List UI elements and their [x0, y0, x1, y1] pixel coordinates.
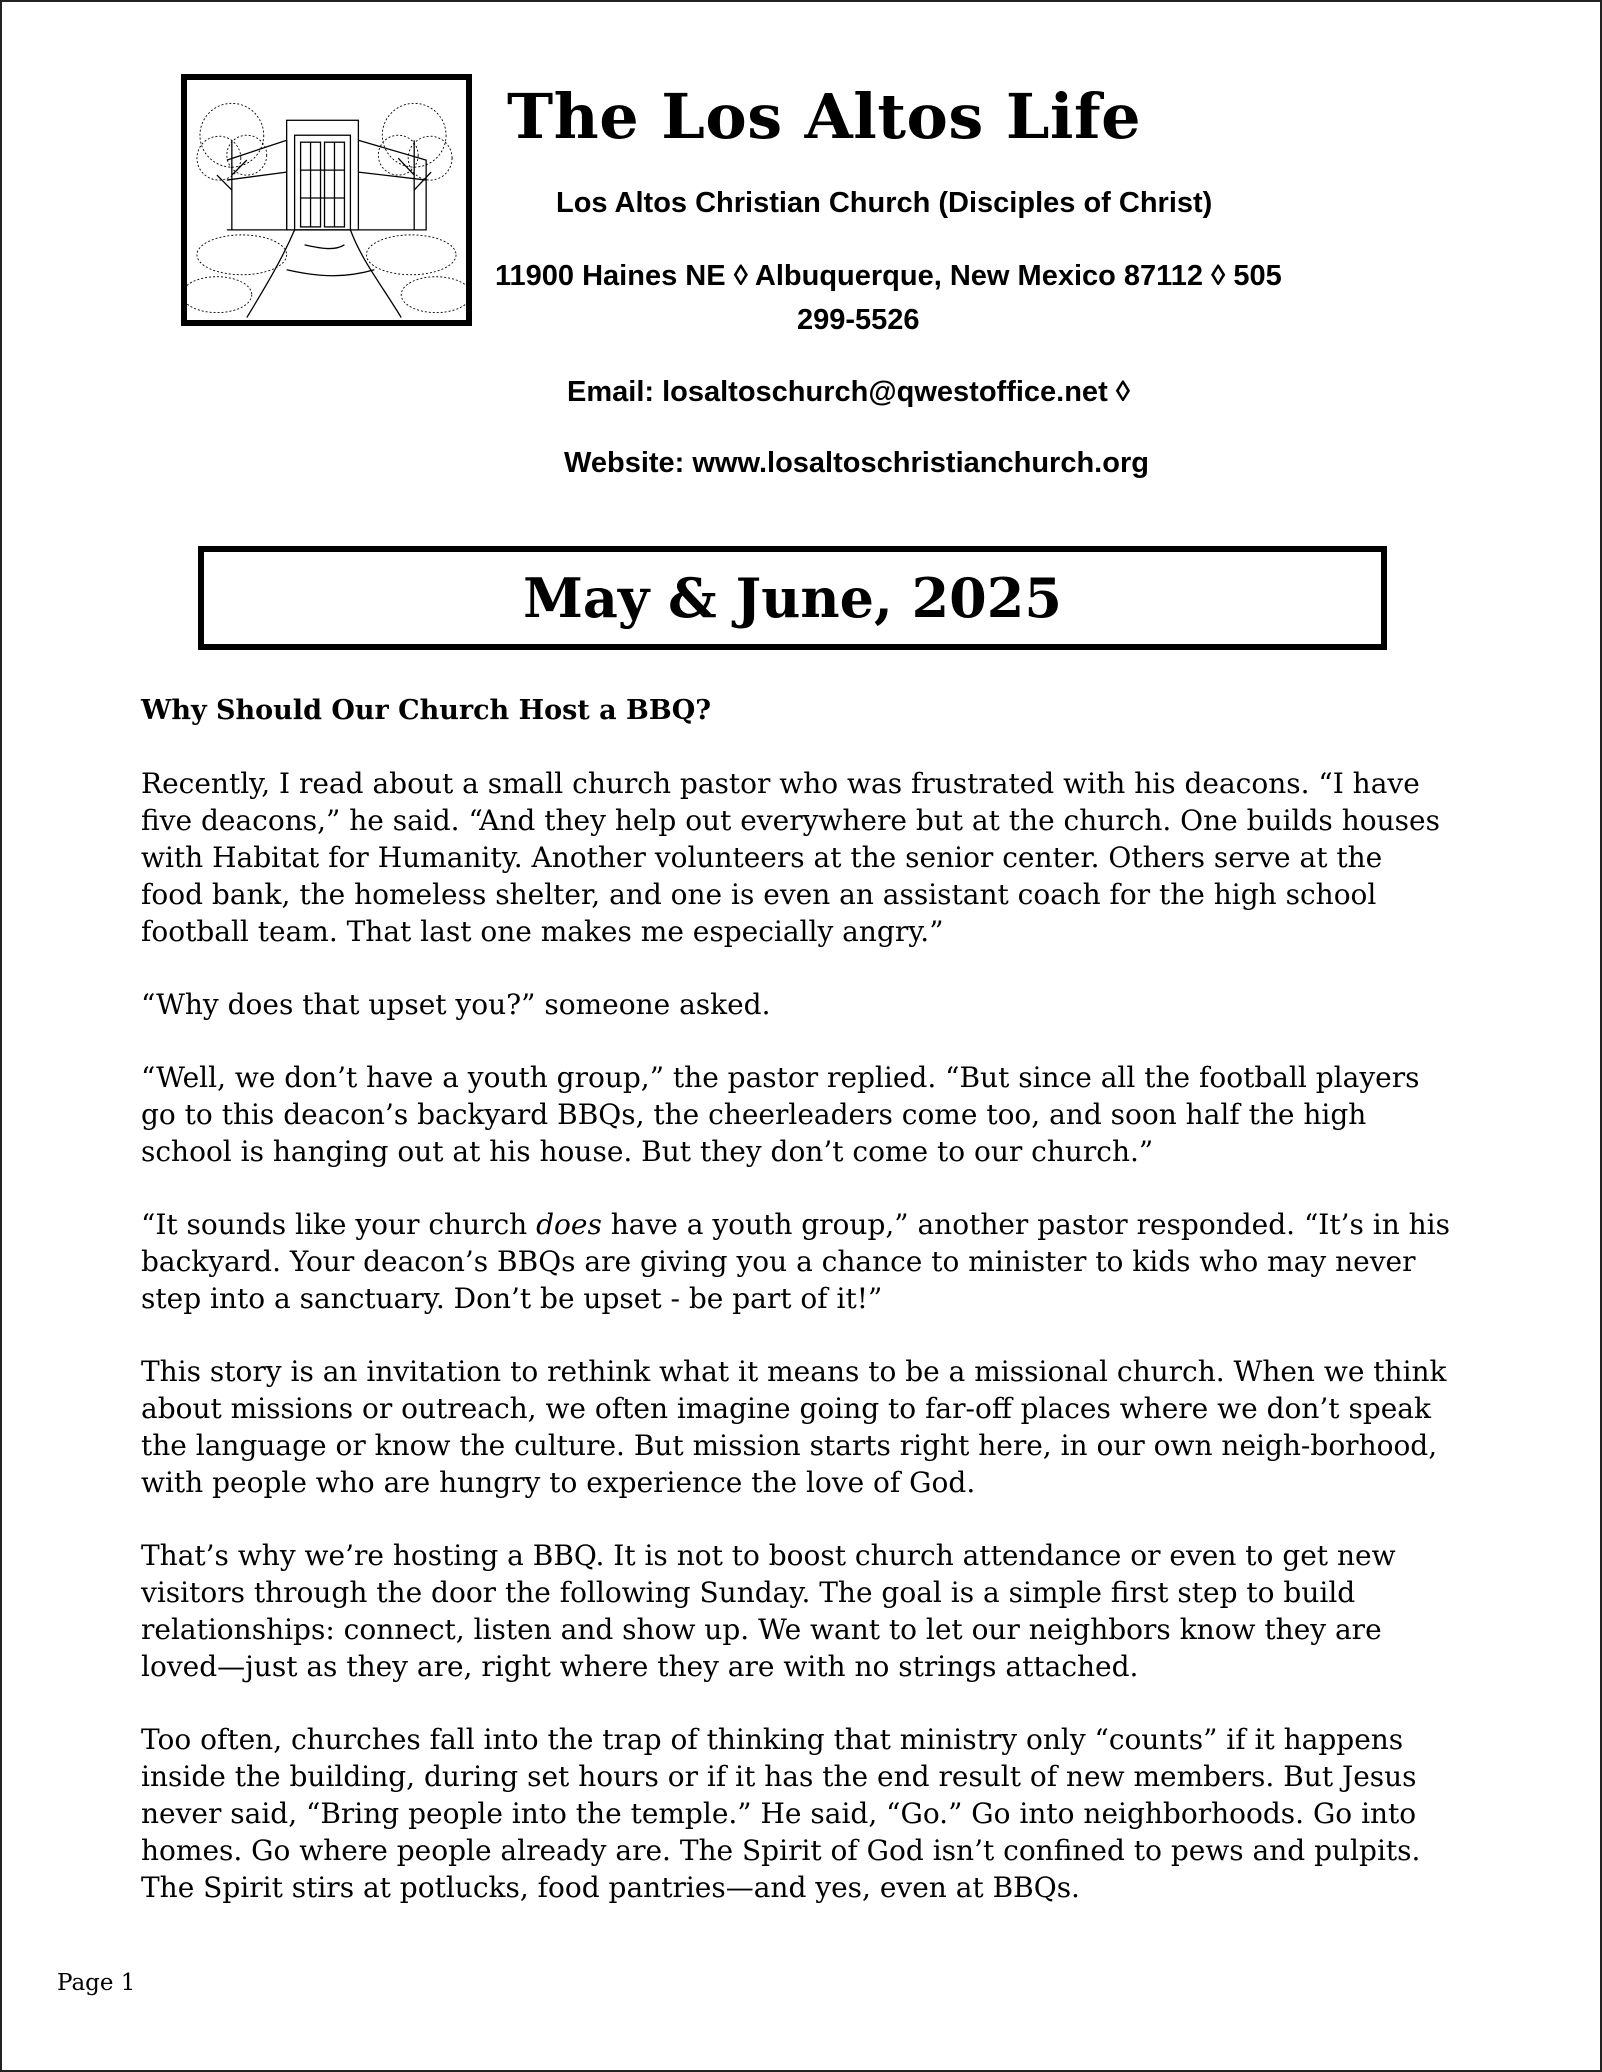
- church-website: Website: www.losaltoschristianchurch.org: [564, 447, 1149, 479]
- church-email: Email: losaltoschurch@qwestoffice.net ◊: [567, 376, 1131, 408]
- church-name: Los Altos Christian Church (Disciples of Christ): [556, 187, 1213, 219]
- church-building-sketch: [187, 80, 466, 320]
- page-number: Page 1: [57, 1970, 136, 1996]
- article-heading: Why Should Our Church Host a BBQ?: [141, 695, 712, 726]
- paragraph-4-start: “It sounds like your church: [141, 1208, 537, 1241]
- article-paragraph-2: “Why does that upset you?” someone asked.: [141, 988, 771, 1021]
- article-paragraph-3: “Well, we don’t have a youth group,” the pastor replied. “But since all the football players go to this deacon’s backyard BBQs, the cheerleaders come too, and soon half the high school is hanging out at his house. But they don’t come to our church.”: [141, 1061, 1420, 1168]
- church-address: 11900 Haines NE ◊ Albuquerque, New Mexico 87112 ◊ 505: [495, 260, 1282, 292]
- article-paragraph-6: That’s why we’re hosting a BBQ. It is not to boost church attendance or even to get new visitors through the door the following Sunday. The goal is a simple first step to build relationships: connect, listen and show up. We want to let our neighbors know they are loved—just as they are, right where they are with no strings attached.: [141, 1539, 1396, 1683]
- church-phone: 299-5526: [797, 304, 920, 336]
- article-paragraph-1: Recently, I read about a small church pastor who was frustrated with his deacons. “I have five deacons,” he said. “And they help out everywhere but at the church. One builds houses with Habitat for Humanity. Another volunteers at the senior center. Others serve at the food bank, the homeless shelter, and one is even an assistant coach for the high school football team. That last one makes me especially angry.”: [141, 767, 1440, 948]
- issue-date-banner: [198, 546, 1387, 650]
- paragraph-4-end: have a youth group,” another pastor responded. “It’s in his backyard. Your deacon’s BBQs are giving you a chance to minister to kids who may never step into a sanctuary. Don’t be upset - be part of it!”: [141, 1208, 1450, 1315]
- article-paragraph-4: [141, 1206, 1451, 1317]
- church-illustration: [181, 74, 472, 326]
- paragraph-4-emphasis: does: [536, 1208, 602, 1241]
- article-paragraph-5: This story is an invitation to rethink what it means to be a missional church. When we think about missions or outreach, we often imagine going to far-off places where we don’t speak the language or know the culture. But mission starts right here, in our own neigh-borhood, with people who are hungry to experience the love of God.: [141, 1355, 1447, 1499]
- newsletter-title: The Los Altos Life: [507, 80, 1142, 153]
- article: [141, 692, 1451, 1942]
- article-paragraph-7: Too often, churches fall into the trap of thinking that ministry only “counts” if it happens inside the building, during set hours or if it has the end result of new members. But Jesus never said, “Bring people into the temple.” He said, “Go.” Go into neighborhoods. Go into homes. Go where people already are. The Spirit of God isn’t confined to pews and pulpits. The Spirit stirs at potlucks, food pantries—and yes, even at BBQs.: [141, 1723, 1421, 1904]
- issue-date: May & June, 2025: [523, 566, 1062, 630]
